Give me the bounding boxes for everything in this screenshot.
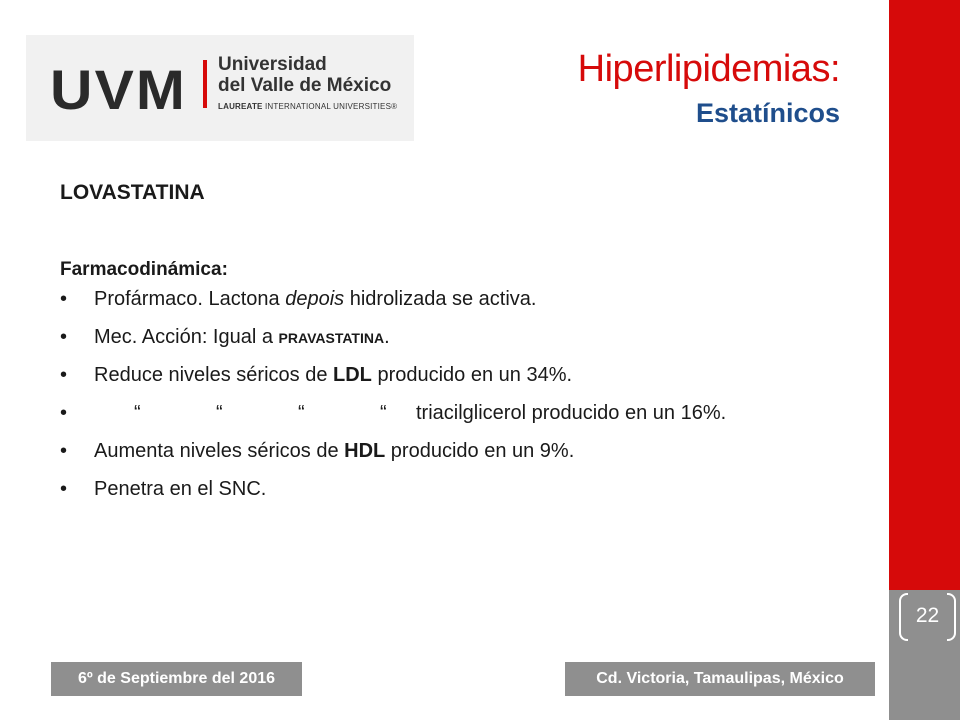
logo-university-name-line2: del Valle de México <box>218 75 392 96</box>
page-number <box>899 593 956 639</box>
bullet-text-italic: depois <box>285 288 345 310</box>
page-number-label: 22 <box>915 604 940 627</box>
bullet-text: producido en un 34%. <box>371 364 573 386</box>
bullet-icon: • <box>60 326 68 348</box>
bullet-icon: • <box>60 364 68 386</box>
bullet-item <box>60 403 726 441</box>
logo-laureate-bold: LAUREATE <box>218 102 263 111</box>
bullet-text: Penetra en el SNC. <box>94 478 267 500</box>
ditto-mark: “ <box>134 402 141 424</box>
bullet-item <box>60 365 726 403</box>
sidebar-red-band <box>889 0 960 590</box>
bullet-text: hidrolizada se activa. <box>344 288 537 310</box>
bullet-text: Profármaco. Lactona <box>94 288 286 310</box>
logo-university-name-line1: Universidad <box>218 54 327 75</box>
slide-title: Hiperlipidemias: <box>577 48 840 90</box>
drug-heading: LOVASTATINA <box>60 181 205 204</box>
bullet-item <box>60 289 726 327</box>
left-bracket-icon <box>899 593 908 641</box>
footer-date: 6º de Septiembre del 2016 <box>51 662 302 696</box>
bullet-text: . <box>384 326 390 348</box>
ditto-mark: “ <box>216 402 223 424</box>
ditto-mark: “ <box>298 402 305 424</box>
bullet-text: Reduce niveles séricos de <box>94 364 334 386</box>
right-bracket-icon <box>947 593 956 641</box>
bullet-icon: • <box>60 440 68 462</box>
bullet-text-drug: PRAVASTATINA <box>278 330 385 346</box>
bullet-text: Mec. Acción: Igual a <box>94 326 279 348</box>
logo-laureate-tagline <box>218 102 397 111</box>
logo-laureate-rest: INTERNATIONAL UNIVERSITIES® <box>265 102 398 111</box>
section-subheading: Farmacodinámica: <box>60 259 228 280</box>
bullet-item <box>60 327 726 365</box>
logo-divider <box>203 60 207 108</box>
bullet-item <box>60 441 726 479</box>
bullet-icon: • <box>60 478 68 500</box>
bullet-icon: • <box>60 402 68 424</box>
uvm-logo-mark: UVM <box>50 58 187 121</box>
bullet-text-bold: HDL <box>344 440 386 462</box>
bullet-text-bold: LDL <box>333 364 372 386</box>
bullet-text: triacilglicerol producido en un 16%. <box>416 402 727 424</box>
bullet-item <box>60 479 726 517</box>
bullet-text: producido en un 9%. <box>385 440 575 462</box>
footer-location: Cd. Victoria, Tamaulipas, México <box>565 662 875 696</box>
ditto-mark: “ <box>380 402 387 424</box>
bullet-icon: • <box>60 288 68 310</box>
slide-subtitle: Estatínicos <box>695 98 840 128</box>
bullet-list <box>60 289 726 517</box>
bullet-text: Aumenta niveles séricos de <box>94 440 345 462</box>
